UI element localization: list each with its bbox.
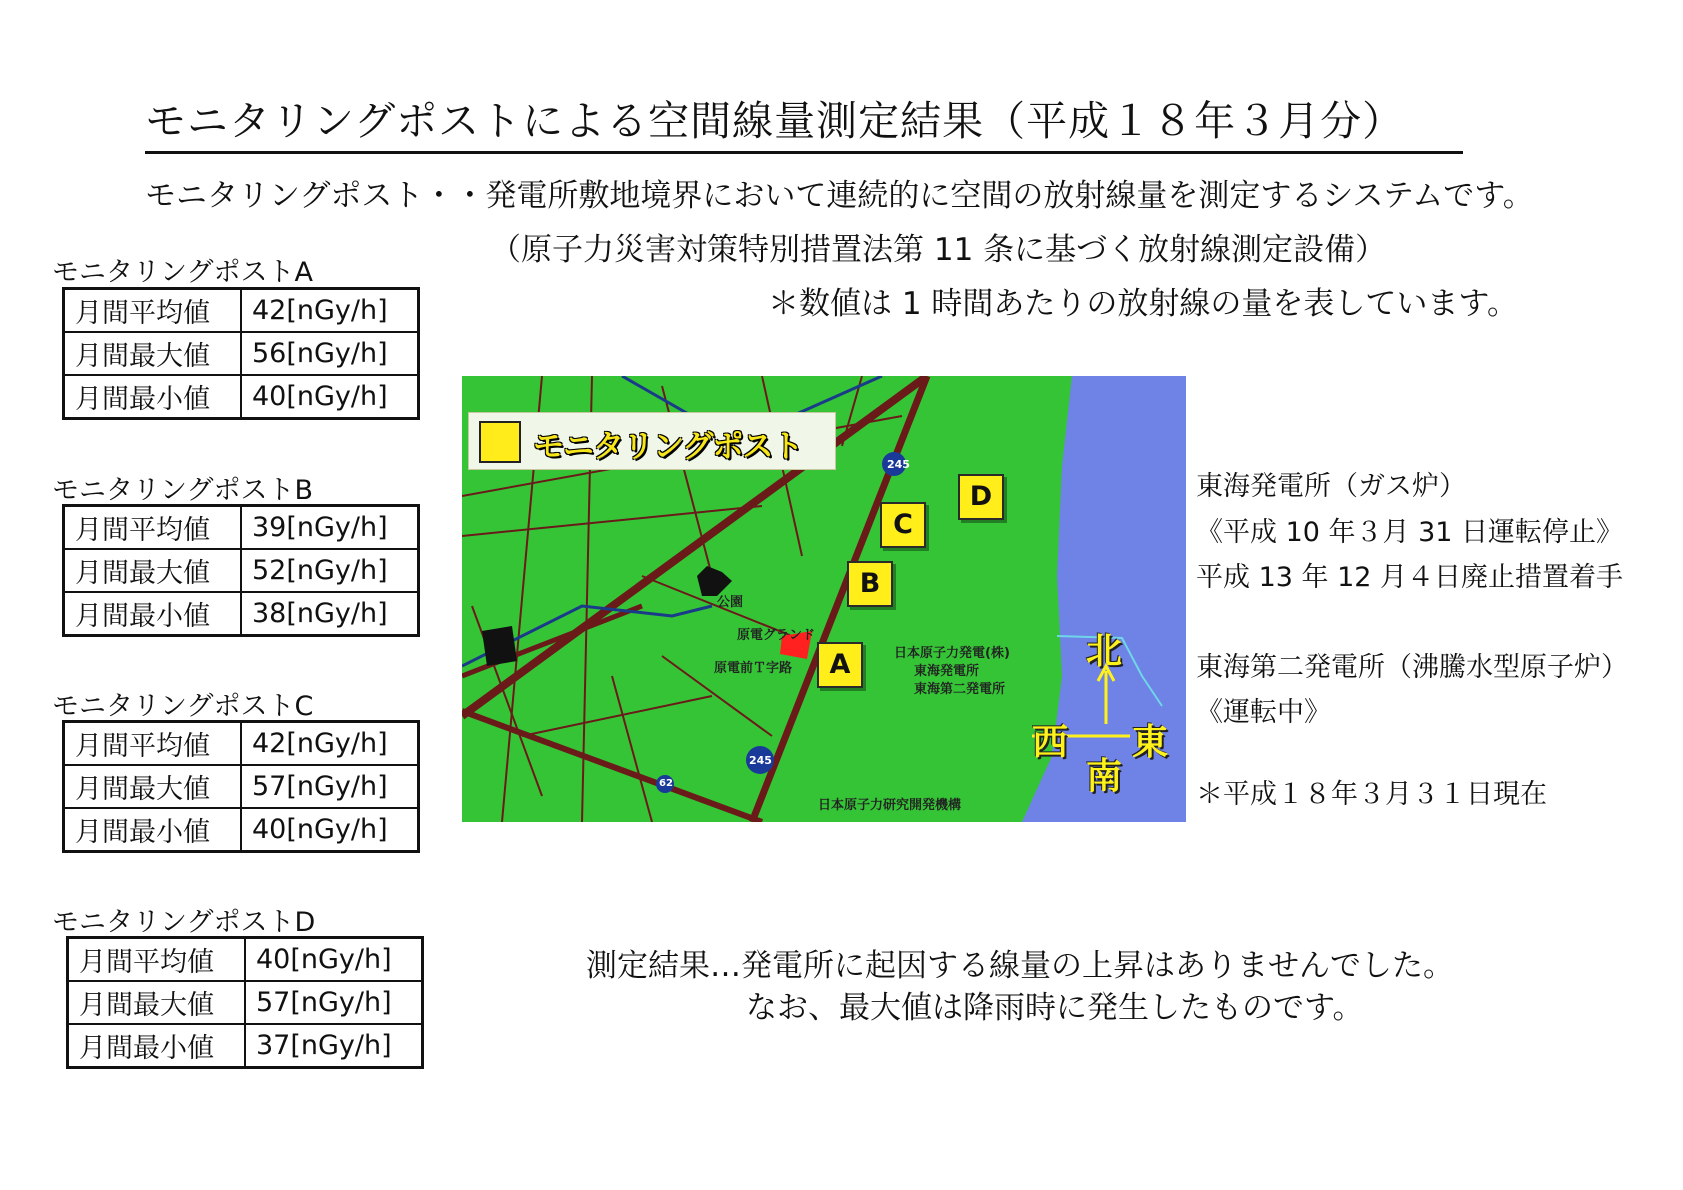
map-label-jaea: 日本原子力研究開発機構 (818, 798, 962, 813)
post-c-table (62, 720, 420, 853)
row-value: 42[nGy/h] (241, 722, 419, 766)
table-row (64, 332, 419, 375)
map-label-company: 日本原子力発電(株) (894, 646, 1010, 661)
plant2-status: 《運転中》 (1196, 697, 1331, 728)
row-value: 39[nGy/h] (241, 506, 419, 550)
map-legend (468, 412, 836, 470)
row-label: 月間最大値 (64, 765, 242, 808)
row-label: 月間最小値 (64, 375, 242, 419)
row-value: 40[nGy/h] (241, 808, 419, 852)
row-label: 月間平均値 (64, 506, 242, 550)
route-label: 62 (659, 778, 673, 789)
intro-line-1: モニタリングポスト・・発電所敷地境界において連続的に空間の放射線量を測定するシステムです。 (145, 178, 1534, 214)
row-label: 月間最大値 (64, 549, 242, 592)
table-row (64, 289, 419, 333)
table-row (64, 506, 419, 550)
plant1-name: 東海発電所（ガス炉） (1196, 471, 1466, 502)
table-row (64, 592, 419, 636)
plant1-status-decommission: 平成 13 年 12 月４日廃止措置着手 (1196, 562, 1624, 593)
table-row (68, 1024, 423, 1068)
row-label: 月間最小値 (68, 1024, 246, 1068)
row-value: 37[nGy/h] (245, 1024, 423, 1068)
row-value: 57[nGy/h] (245, 981, 423, 1024)
table-row (64, 549, 419, 592)
table-row (64, 375, 419, 419)
post-a-table (62, 287, 420, 420)
table-row (64, 765, 419, 808)
map-label-plant1: 東海発電所 (914, 664, 980, 679)
post-d-table (66, 936, 424, 1069)
row-label: 月間平均値 (64, 289, 242, 333)
post-b-table (62, 504, 420, 637)
row-value: 56[nGy/h] (241, 332, 419, 375)
post-c-label: モニタリングポストC (52, 691, 314, 722)
intro-note: ＊数値は 1 時間あたりの放射線の量を表しています。 (768, 286, 1518, 322)
result-line-1: 測定結果…発電所に起因する線量の上昇はありませんでした。 (586, 948, 1454, 984)
map-label-park: 公園 (717, 595, 744, 610)
plant1-status-stop: 《平成 10 年３月 31 日運転停止》 (1196, 517, 1624, 548)
row-label: 月間最大値 (64, 332, 242, 375)
table-row (68, 981, 423, 1024)
page-title: モニタリングポストによる空間線量測定結果（平成１８年３月分） (145, 88, 1463, 154)
building (482, 626, 517, 666)
marker-c[interactable]: C (880, 502, 926, 548)
route-label: 245 (749, 754, 772, 767)
post-a-label: モニタリングポストA (52, 257, 313, 288)
legend-label: モニタリングポスト (533, 429, 803, 465)
post-b-label: モニタリングポストB (52, 475, 313, 506)
row-label: 月間平均値 (68, 938, 246, 982)
legend-square-icon (479, 421, 521, 463)
row-label: 月間平均値 (64, 722, 242, 766)
row-label: 月間最小値 (64, 808, 242, 852)
row-label: 月間最大値 (68, 981, 246, 1024)
post-d-label: モニタリングポストD (52, 907, 316, 938)
map-label-plant2: 東海第二発電所 (914, 682, 1006, 697)
row-value: 57[nGy/h] (241, 765, 419, 808)
compass-west: 西 (1032, 722, 1069, 763)
marker-d[interactable]: D (958, 474, 1004, 520)
plant2-name: 東海第二発電所（沸騰水型原子炉） (1196, 652, 1628, 683)
table-row (64, 722, 419, 766)
row-value: 38[nGy/h] (241, 592, 419, 636)
row-value: 42[nGy/h] (241, 289, 419, 333)
site-map (462, 376, 1186, 822)
as-of-date: ＊平成１８年３月３１日現在 (1196, 779, 1547, 810)
route-label: 245 (887, 458, 910, 471)
table-row (64, 808, 419, 852)
map-label-ground: 原電グランド (737, 628, 816, 643)
marker-a[interactable]: A (817, 642, 863, 688)
row-value: 40[nGy/h] (245, 938, 423, 982)
row-value: 52[nGy/h] (241, 549, 419, 592)
compass-east: 東 (1132, 722, 1169, 763)
compass-north: 北 (1086, 631, 1123, 672)
table-row (68, 938, 423, 982)
compass-south: 南 (1086, 756, 1123, 797)
row-value: 40[nGy/h] (241, 375, 419, 419)
row-label: 月間最小値 (64, 592, 242, 636)
marker-b[interactable]: B (847, 561, 893, 607)
map-label-junction: 原電前Ｔ字路 (714, 661, 793, 676)
intro-line-2: （原子力災害対策特別措置法第 11 条に基づく放射線測定設備） (490, 232, 1387, 268)
result-line-2: なお、最大値は降雨時に発生したものです。 (746, 990, 1364, 1026)
